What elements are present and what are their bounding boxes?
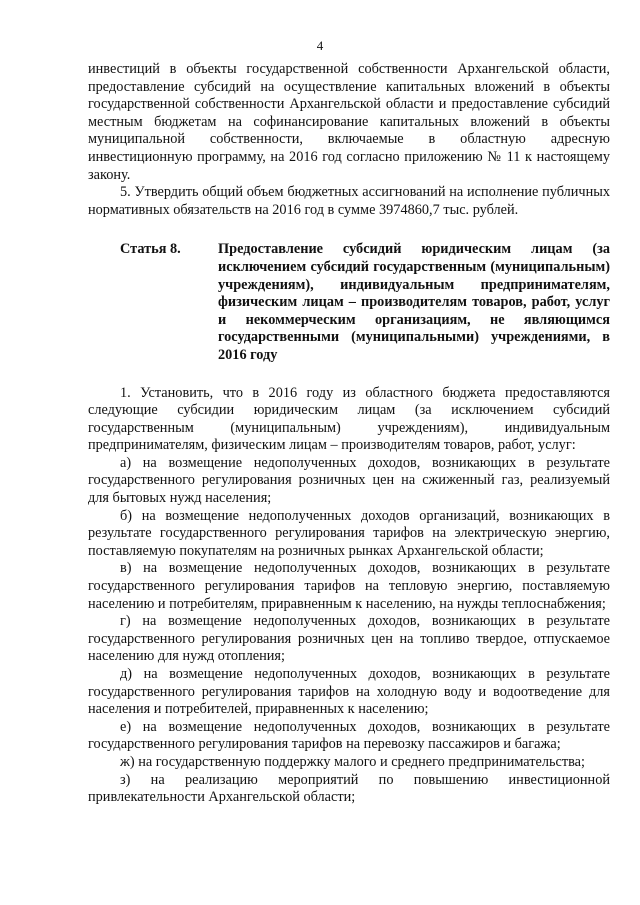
page-number: 4 bbox=[316, 38, 324, 53]
subitem-zh: ж) на государственную поддержку малого и среднего предпринимательства; bbox=[120, 753, 585, 770]
subitem-d: д) на возмещение недополученных доходов, возникающих в результате государственного регулирования тарифов на холодную воду и водоотведение для населения и потребителей, приравненных к населению; bbox=[88, 666, 610, 718]
subitem-a: а) на возмещение недополученных доходов, возникающих в результате государственного регулирования розничных цен на сжиженный газ, реализуемый для бытовых нужд населения; bbox=[88, 454, 610, 507]
subitem-e: е) на возмещение недополученных доходов, возникающих в результате государственного регулирования тарифов на перевозку пассажиров и багажа; bbox=[88, 718, 610, 753]
article-label: Статья 8. bbox=[120, 241, 181, 258]
article-title: Предоставление субсидий юридическим лицам (за исключением субсидий государственным (муниципальным) учреждениям), индивидуальным предпринимателям, физическим лицам – производителям товаров, работ, услуг и некоммерческим организациям, не являющимся государственными (муниципальными) учреждениями, в 2016 году bbox=[218, 241, 610, 363]
subitem-b: б) на возмещение недополученных доходов организаций, возникающих в результате государственного регулирования тарифов на электрическую энергию, поставляемую покупателям на розничных рынках Архангельской области; bbox=[88, 507, 610, 559]
item-1-paragraph: 1. Установить, что в 2016 году из областного бюджета предоставляются следующие субсидии юридическим лицам (за исключением субсидий государственным (муниципальным) учреждениям), индивидуальным предпринимателям, физическим лицам – производителям товаров, работ, услуг: bbox=[88, 384, 610, 454]
item-5-paragraph: 5. Утвердить общий объем бюджетных ассигнований на исполнение публичных нормативных обязательств на 2016 год в сумме 3974860,7 тыс. рублей. bbox=[88, 184, 610, 218]
subitem-z: з) на реализацию мероприятий по повышению инвестиционной привлекательности Архангельской области; bbox=[88, 771, 610, 806]
article-heading bbox=[88, 241, 610, 364]
subitem-g: г) на возмещение недополученных доходов, возникающих в результате государственного регулирования розничных цен на топливо твердое, отпускаемое населению для нужд отопления; bbox=[88, 613, 610, 665]
intro-paragraph: инвестиций в объекты государственной собственности Архангельской области, предоставление субсидий на осуществление капитальных вложений в объекты государственной собственности Архангельской области и предоставление субсидий местным бюджетам на софинансирование капитальных вложений в объекты муниципальной собственности, включаемые в областную адресную инвестиционную программу, на 2016 год согласно приложению № 11 к настоящему закону. bbox=[88, 61, 610, 183]
document-body bbox=[88, 61, 610, 807]
subitem-v: в) на возмещение недополученных доходов, возникающих в результате государственного регулирования тарифов на тепловую энергию, поставляемую населению и потребителям, приравненным к населению, на нужды теплоснабжения; bbox=[88, 560, 610, 612]
